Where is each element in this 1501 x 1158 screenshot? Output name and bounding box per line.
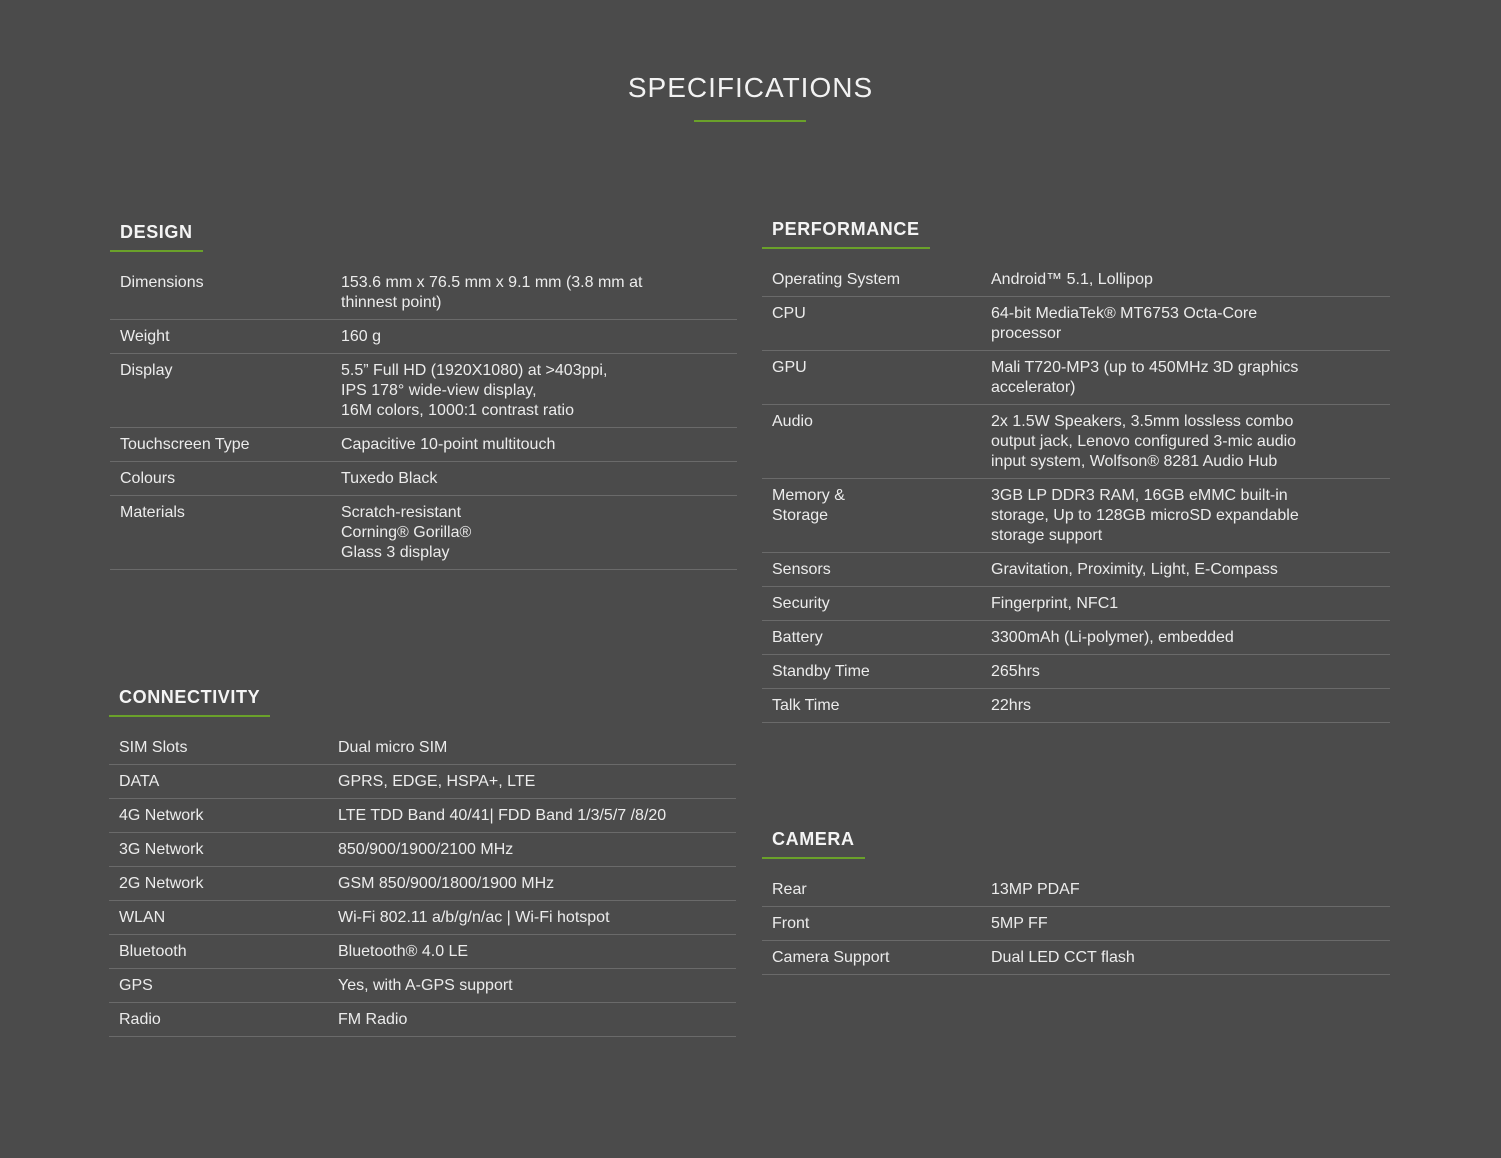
performance-heading-label: PERFORMANCE	[772, 219, 920, 239]
spec-value: Mali T720-MP3 (up to 450MHz 3D graphics accelerator)	[991, 359, 1299, 396]
spec-label: Standby Time	[772, 663, 870, 680]
camera-heading-label: CAMERA	[772, 829, 855, 849]
spec-value: Dual micro SIM	[338, 739, 448, 756]
spec-label: Colours	[120, 470, 176, 487]
camera-section	[762, 819, 1390, 975]
spec-label: CPU	[772, 305, 806, 322]
spec-label: 2G Network	[119, 875, 204, 892]
design-spec-list	[110, 266, 737, 570]
spec-value: 64-bit MediaTek® MT6753 Octa-Core processor	[991, 305, 1258, 342]
spec-label: Front	[772, 915, 810, 932]
spec-row	[109, 935, 736, 969]
spec-row	[110, 320, 737, 354]
spec-value: 13MP PDAF	[991, 881, 1080, 898]
spec-row	[762, 405, 1390, 479]
spec-row	[762, 655, 1390, 689]
camera-spec-list	[762, 873, 1390, 975]
performance-spec-list	[762, 263, 1390, 723]
spec-value: GPRS, EDGE, HSPA+, LTE	[338, 773, 536, 790]
title-underline	[694, 120, 806, 122]
connectivity-heading-label: CONNECTIVITY	[119, 687, 261, 707]
spec-label: GPS	[119, 977, 153, 994]
spec-label: Operating System	[772, 271, 901, 288]
spec-row	[109, 901, 736, 935]
spec-label: Audio	[772, 413, 813, 430]
spec-value: 5MP FF	[991, 915, 1048, 932]
spec-row	[109, 969, 736, 1003]
spec-row	[110, 462, 737, 496]
spec-value: Yes, with A-GPS support	[338, 977, 513, 994]
spec-value: 3300mAh (Li-polymer), embedded	[991, 629, 1234, 646]
spec-label: 3G Network	[119, 841, 204, 858]
spec-value: Capacitive 10-point multitouch	[341, 436, 556, 453]
spec-value: 160 g	[341, 328, 382, 345]
spec-value: 153.6 mm x 76.5 mm x 9.1 mm (3.8 mm at thinnest point)	[341, 274, 643, 311]
spec-value: LTE TDD Band 40/41| FDD Band 1/3/5/7 /8/20	[338, 807, 667, 824]
spec-value: Wi-Fi 802.11 a/b/g/n/ac | Wi-Fi hotspot	[338, 909, 610, 926]
spec-value: Scratch-resistant Corning® Gorilla® Glass 3 display	[341, 504, 472, 561]
spec-row	[109, 799, 736, 833]
spec-row	[762, 297, 1390, 351]
spec-row	[762, 873, 1390, 907]
spec-label: Memory & Storage	[772, 487, 845, 524]
spec-label: Rear	[772, 881, 807, 898]
spec-row	[762, 587, 1390, 621]
spec-value: Fingerprint, NFC1	[991, 595, 1119, 612]
spec-label: Security	[772, 595, 830, 612]
spec-label: Camera Support	[772, 949, 890, 966]
spec-row	[762, 263, 1390, 297]
spec-row	[762, 553, 1390, 587]
design-heading-label: DESIGN	[120, 222, 193, 242]
spec-label: WLAN	[119, 909, 166, 926]
spec-value: 850/900/1900/2100 MHz	[338, 841, 514, 858]
spec-row	[762, 941, 1390, 975]
spec-value: Android™ 5.1, Lollipop	[991, 271, 1153, 288]
spec-label: Touchscreen Type	[120, 436, 250, 453]
spec-row	[762, 621, 1390, 655]
spec-label: GPU	[772, 359, 807, 376]
spec-row	[110, 496, 737, 570]
spec-label: Battery	[772, 629, 823, 646]
connectivity-heading	[109, 677, 270, 717]
spec-value: Bluetooth® 4.0 LE	[338, 943, 469, 960]
spec-value: Dual LED CCT flash	[991, 949, 1135, 966]
spec-label: Sensors	[772, 561, 831, 578]
spec-label: 4G Network	[119, 807, 204, 824]
design-heading	[110, 212, 203, 252]
spec-row	[762, 689, 1390, 723]
design-section	[110, 212, 737, 570]
spec-value: Gravitation, Proximity, Light, E-Compass	[991, 561, 1278, 578]
spec-row	[762, 351, 1390, 405]
spec-row	[109, 731, 736, 765]
spec-value: GSM 850/900/1800/1900 MHz	[338, 875, 555, 892]
performance-section	[762, 209, 1390, 723]
spec-row	[110, 354, 737, 428]
spec-row	[110, 428, 737, 462]
spec-value: 265hrs	[991, 663, 1040, 680]
connectivity-spec-list	[109, 731, 736, 1037]
spec-label: DATA	[119, 773, 160, 790]
spec-value: FM Radio	[338, 1011, 408, 1028]
spec-value: 3GB LP DDR3 RAM, 16GB eMMC built-in storage, Up to 128GB microSD expandable storage support	[991, 487, 1299, 544]
spec-value: 5.5” Full HD (1920X1080) at >403ppi, IPS 178° wide-view display, 16M colors, 1000:1 contrast ratio	[341, 362, 608, 419]
connectivity-section	[109, 677, 736, 1037]
page-title: SPECIFICATIONS	[627, 72, 874, 103]
spec-row	[110, 266, 737, 320]
spec-row	[109, 833, 736, 867]
spec-value: Tuxedo Black	[341, 470, 438, 487]
spec-label: Bluetooth	[119, 943, 187, 960]
spec-label: Radio	[119, 1011, 161, 1028]
spec-label: Talk Time	[772, 697, 840, 714]
camera-heading	[762, 819, 865, 859]
spec-value: 22hrs	[991, 697, 1032, 714]
spec-label: Dimensions	[120, 274, 204, 291]
spec-row	[109, 867, 736, 901]
spec-label: SIM Slots	[119, 739, 188, 756]
spec-label: Display	[120, 362, 173, 379]
performance-heading	[762, 209, 930, 249]
spec-row	[109, 765, 736, 799]
spec-row	[109, 1003, 736, 1037]
spec-label: Weight	[120, 328, 170, 345]
spec-label: Materials	[120, 504, 185, 521]
spec-value: 2x 1.5W Speakers, 3.5mm lossless combo output jack, Lenovo configured 3-mic audio input system, Wolfson® 8281 Audio Hub	[991, 413, 1297, 470]
spec-row	[762, 907, 1390, 941]
spec-row	[762, 479, 1390, 553]
